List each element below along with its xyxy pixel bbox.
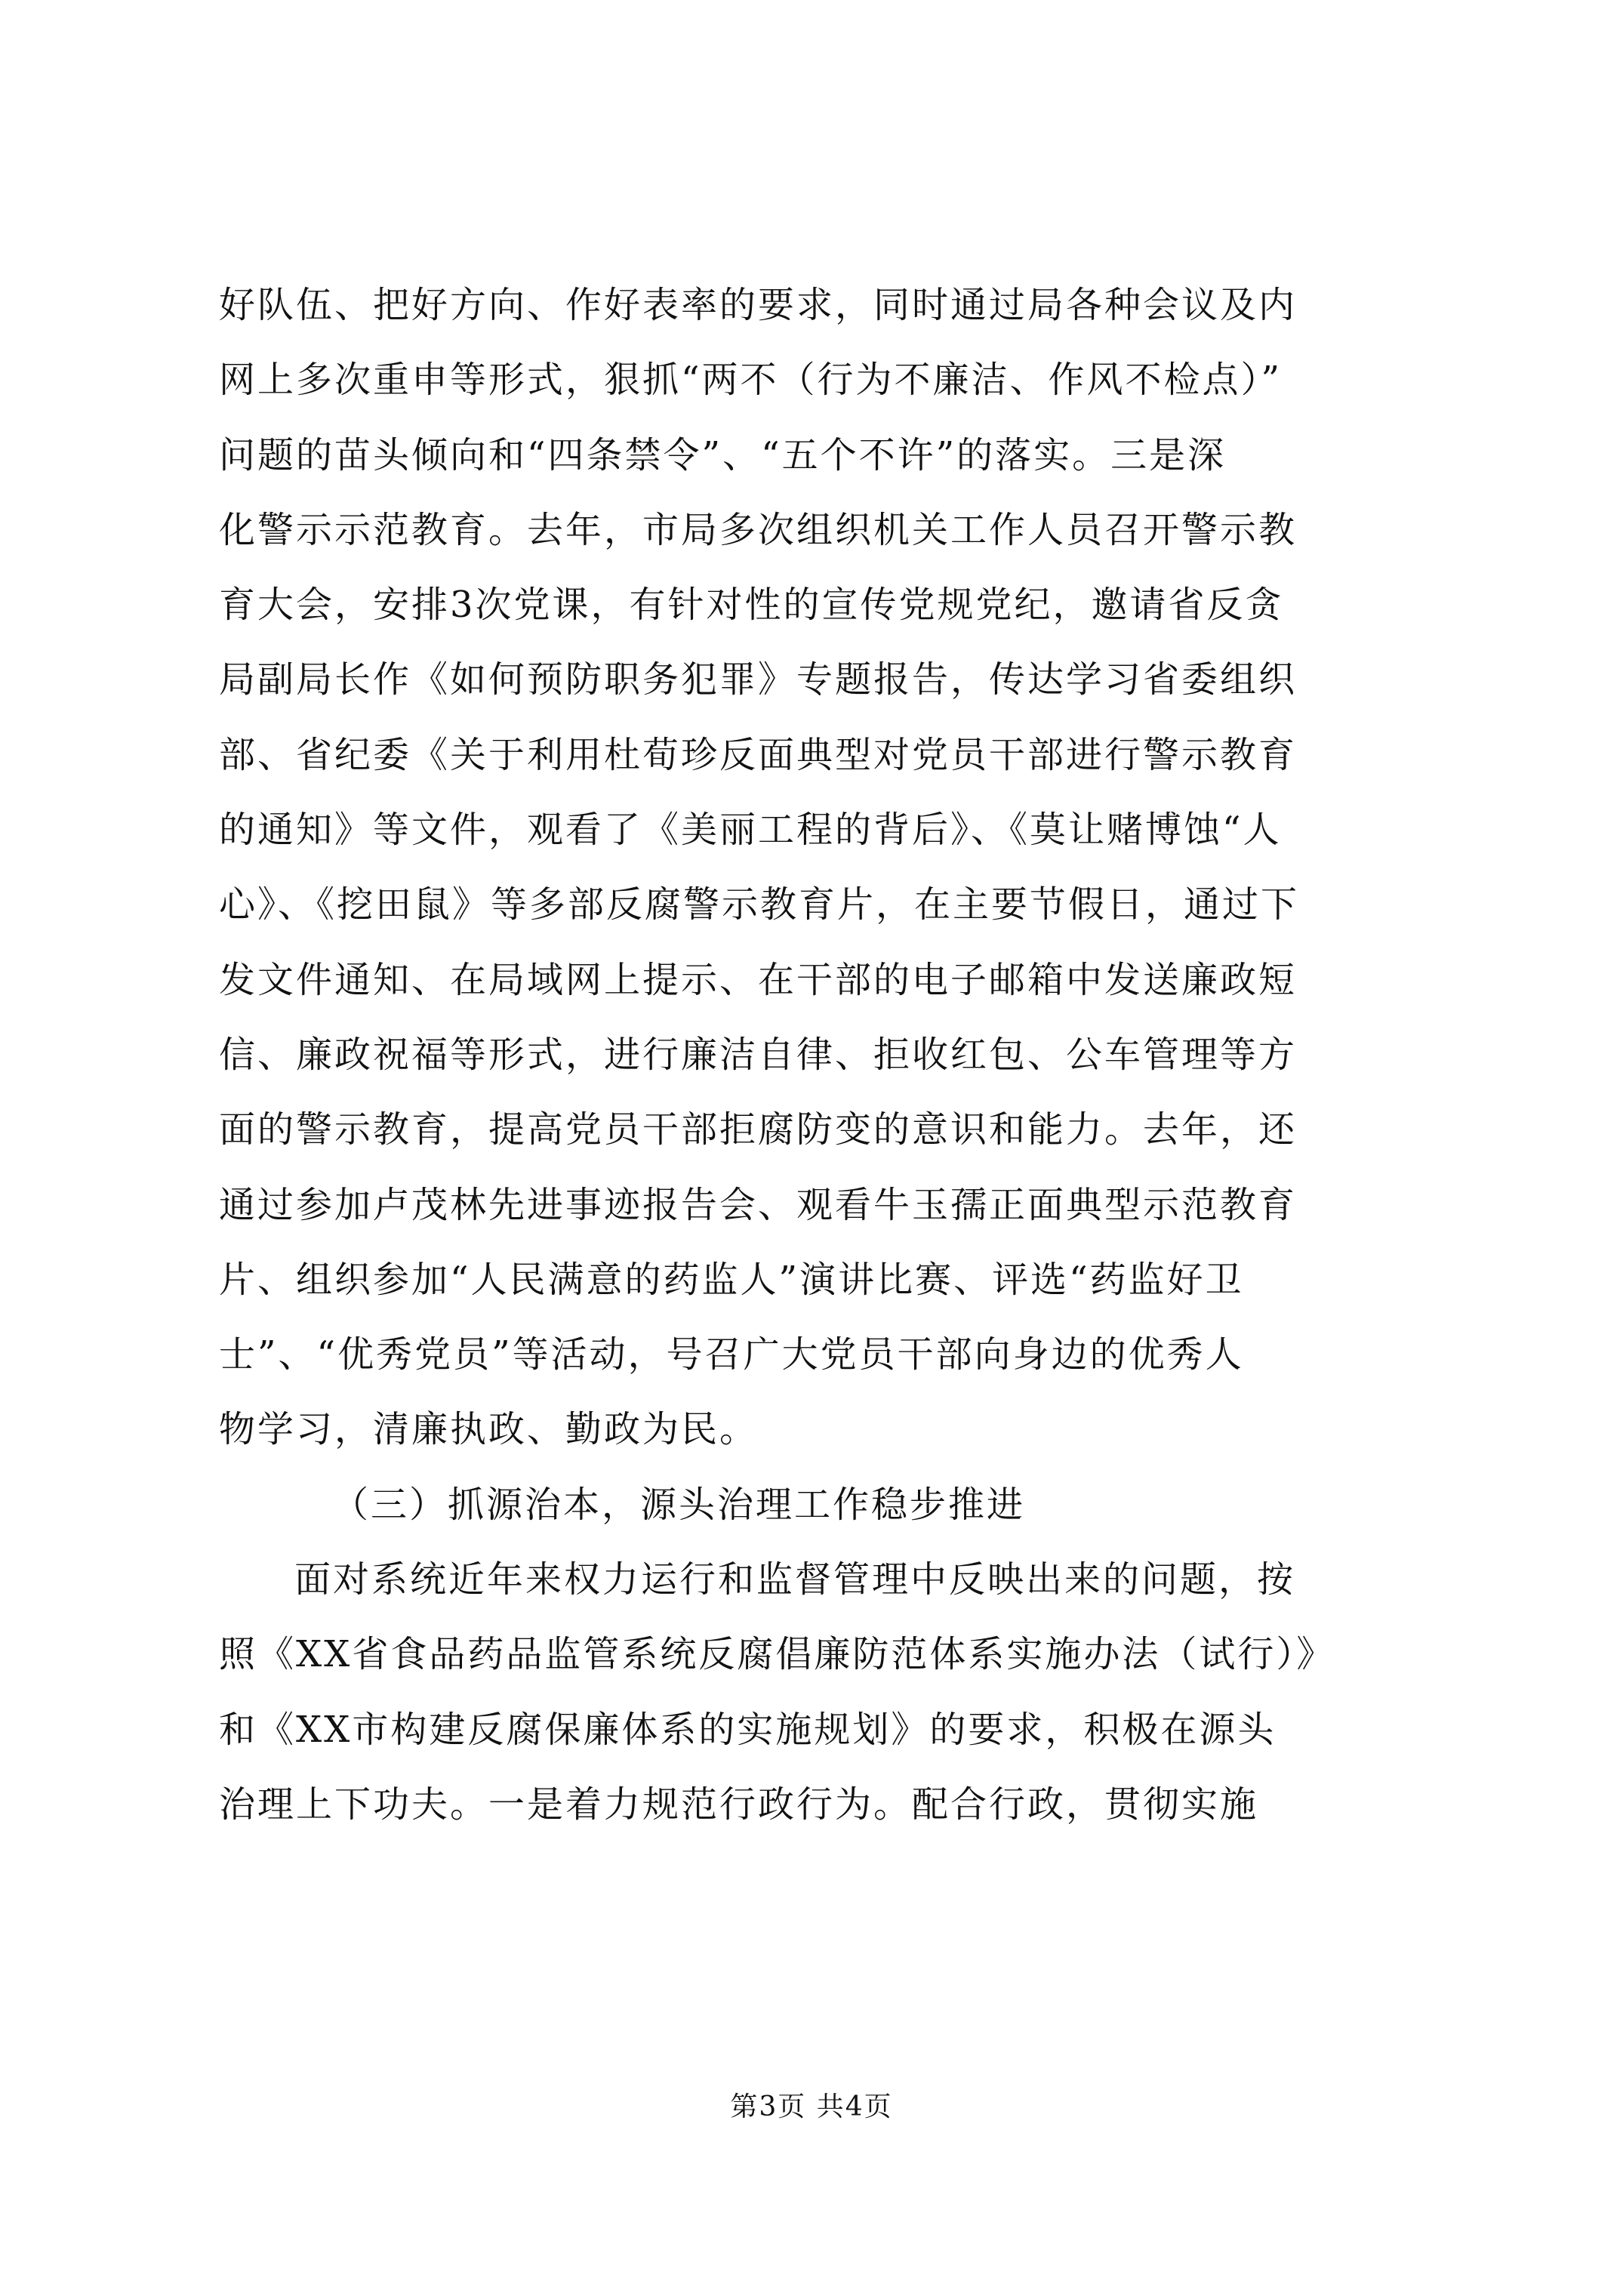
- paragraph-line: 士”、“优秀党员”等活动，号召广大党员干部向身边的优秀人: [219, 1333, 1244, 1376]
- paragraph-line: 育大会，安排3次党课，有针对性的宣传党规党纪，邀请省反贪: [219, 584, 1284, 627]
- document-body: [219, 268, 1472, 1842]
- paragraph-line: 通过参加卢茂林先进事迹报告会、观看牛玉孺正面典型示范教育: [219, 1183, 1298, 1226]
- page-number-footer: 第3页 共4页: [730, 2091, 893, 2122]
- paragraph-line: 治理上下功夫。一是着力规范行政行为。配合行政，贯彻实施: [219, 1783, 1259, 1826]
- paragraph-line: 物学习，清廉执政、勤政为民。: [219, 1408, 759, 1451]
- paragraph-line: 和《XX市构建反腐保廉体系的实施规划》的要求，积极在源头: [219, 1708, 1277, 1751]
- paragraph-line: 面对系统近年来权力运行和监督管理中反映出来的问题，按: [294, 1558, 1296, 1601]
- paragraph-line: 发文件通知、在局域网上提示、在干部的电子邮箱中发送廉政短: [219, 958, 1298, 1001]
- paragraph-line: 化警示示范教育。去年，市局多次组织机关工作人员召开警示教: [219, 508, 1298, 551]
- paragraph-line: 网上多次重申等形式，狠抓“两不（行为不廉洁、作风不检点）”: [219, 359, 1283, 402]
- paragraph-line: 片、组织参加“人民满意的药监人”演讲比赛、评选“药监好卫: [219, 1258, 1244, 1301]
- paragraph-line: 部、省纪委《关于利用杜荀珍反面典型对党员干部进行警示教育: [219, 733, 1298, 776]
- paragraph-line: 心》、《挖田鼠》等多部反腐警示教育片，在主要节假日，通过下: [219, 883, 1300, 926]
- paragraph-line: 好队伍、把好方向、作好表率的要求，同时通过局各种会议及内: [219, 284, 1298, 326]
- section-heading: （三）抓源治本，源头治理工作稳步推进: [332, 1483, 1026, 1526]
- paragraph-line: 问题的苗头倾向和“四条禁令”、“五个不许”的落实。三是深: [219, 433, 1227, 476]
- paragraph-line: 局副局长作《如何预防职务犯罪》专题报告，传达学习省委组织: [219, 658, 1298, 701]
- paragraph-line: 面的警示教育，提高党员干部拒腐防变的意识和能力。去年，还: [219, 1108, 1298, 1151]
- paragraph-line: 的通知》等文件，观看了《美丽工程的背后》、《莫让赌博蚀“人: [219, 809, 1282, 852]
- paragraph-line: 信、廉政祝福等形式，进行廉洁自律、拒收红包、公车管理等方: [219, 1033, 1298, 1076]
- paragraph-line: 照《XX省食品药品监管系统反腐倡廉防范体系实施办法（试行）》: [219, 1633, 1335, 1676]
